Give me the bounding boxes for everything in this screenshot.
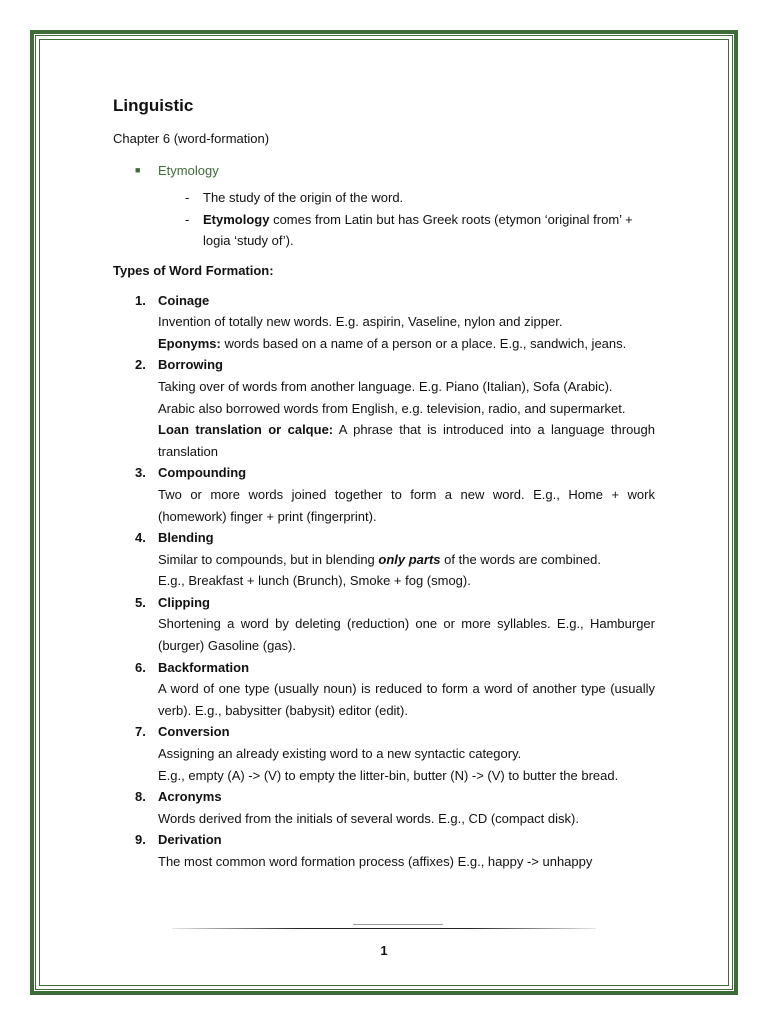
item-text: Words derived from the initials of several words. E.g., CD (compact disk). xyxy=(158,810,579,826)
item-description xyxy=(158,376,655,398)
item-number: 3. xyxy=(135,465,146,481)
page-number: 1 xyxy=(380,943,388,958)
item-name: Acronyms xyxy=(158,789,222,805)
item-text: Two or more words joined together to form a new word. E.g., Home + work (homework) finger + print (fingerprint). xyxy=(158,486,655,524)
item-description xyxy=(158,613,655,656)
item-description xyxy=(158,419,655,462)
item-text: Assigning an already existing word to a new syntactic category. xyxy=(158,746,522,762)
list-item xyxy=(113,829,655,872)
item-name: Coinage xyxy=(158,292,210,308)
item-text: The most common word formation process (affixes) E.g., happy -> unhappy xyxy=(158,854,593,869)
item-text: E.g., Breakfast + lunch (Brunch), Smoke + fog (smog). xyxy=(158,573,471,589)
item-number: 2. xyxy=(135,357,146,373)
list-item xyxy=(113,527,655,592)
item-text: Invention of totally new words. E.g. aspirin, Vaseline, nylon and zipper. xyxy=(158,314,563,330)
etymology-point-text: The study of the origin of the word. xyxy=(203,190,404,206)
word-formation-list xyxy=(113,290,655,873)
item-text: Arabic also borrowed words from English, e.g. television, radio, and supermarket. xyxy=(158,400,626,416)
item-number: 5. xyxy=(135,594,146,610)
item-name: Compounding xyxy=(158,465,247,481)
item-description xyxy=(158,549,655,571)
item-description xyxy=(158,311,655,333)
list-item xyxy=(113,786,655,829)
etymology-bullet xyxy=(113,160,655,182)
etymology-point xyxy=(113,187,655,209)
item-description xyxy=(158,851,655,873)
item-number: 4. xyxy=(135,530,146,546)
item-name: Blending xyxy=(158,530,214,546)
item-description xyxy=(158,570,655,592)
list-item xyxy=(113,721,655,786)
item-description xyxy=(158,484,655,527)
list-item xyxy=(113,592,655,657)
document-title: Linguistic xyxy=(113,96,194,115)
item-text-after: of the words are combined. xyxy=(440,551,601,567)
item-text: words based on a name of a person or a place. E.g., sandwich, jeans. xyxy=(220,335,627,351)
etymology-points xyxy=(113,187,655,252)
types-heading: Types of Word Formation: xyxy=(113,262,274,278)
item-name: Borrowing xyxy=(158,357,223,373)
item-text: E.g., empty (A) -> (V) to empty the litter-bin, butter (N) -> (V) to butter the bread. xyxy=(158,767,619,783)
square-bullet-icon: ■ xyxy=(135,164,141,175)
chapter-heading: Chapter 6 (word-formation) xyxy=(113,131,270,146)
etymology-heading: Etymology xyxy=(158,162,219,178)
item-number: 6. xyxy=(135,659,146,675)
dash-icon: - xyxy=(185,211,190,227)
list-item xyxy=(113,462,655,527)
item-text: Similar to compounds, but in blending xyxy=(158,551,379,567)
etymology-point xyxy=(113,209,655,252)
item-name: Backformation xyxy=(158,659,250,675)
footer-rule-short xyxy=(353,924,443,925)
item-name: Derivation xyxy=(158,832,222,848)
list-item xyxy=(113,290,655,355)
item-term: Loan translation or calque: xyxy=(158,422,334,438)
list-item xyxy=(113,657,655,722)
item-description xyxy=(158,398,655,420)
footer-rule xyxy=(172,928,596,929)
item-description xyxy=(158,765,655,787)
item-number: 1. xyxy=(135,292,146,308)
item-name: Clipping xyxy=(158,594,210,610)
item-name: Conversion xyxy=(158,724,230,740)
item-description xyxy=(158,743,655,765)
item-text: Shortening a word by deleting (reduction) one or more syllables. E.g., Hamburger (burger) Gasoline (gas). xyxy=(158,616,655,654)
item-number: 7. xyxy=(135,724,146,740)
etymology-point-text: comes from Latin but has Greek roots (etymon ‘original from’ + logia ‘study of’). xyxy=(203,211,633,249)
item-number: 8. xyxy=(135,789,146,805)
item-number: 9. xyxy=(135,832,146,848)
item-term: Eponyms: xyxy=(158,335,221,351)
item-emphasis: only parts xyxy=(378,551,441,567)
document-body xyxy=(113,94,655,873)
item-text: A word of one type (usually noun) is reduced to form a word of another type (usually verb). E.g., babysitter (babysit) editor (edit). xyxy=(158,681,655,718)
list-item xyxy=(113,354,655,462)
item-description xyxy=(158,678,655,721)
item-text: Taking over of words from another language. E.g. Piano (Italian), Sofa (Arabic). xyxy=(158,378,613,394)
item-description xyxy=(158,808,655,830)
item-description xyxy=(158,333,655,355)
item-text: A phrase that is introduced into a language through translation xyxy=(158,422,655,459)
etymology-point-bold: Etymology xyxy=(203,211,270,227)
dash-icon: - xyxy=(185,190,190,206)
